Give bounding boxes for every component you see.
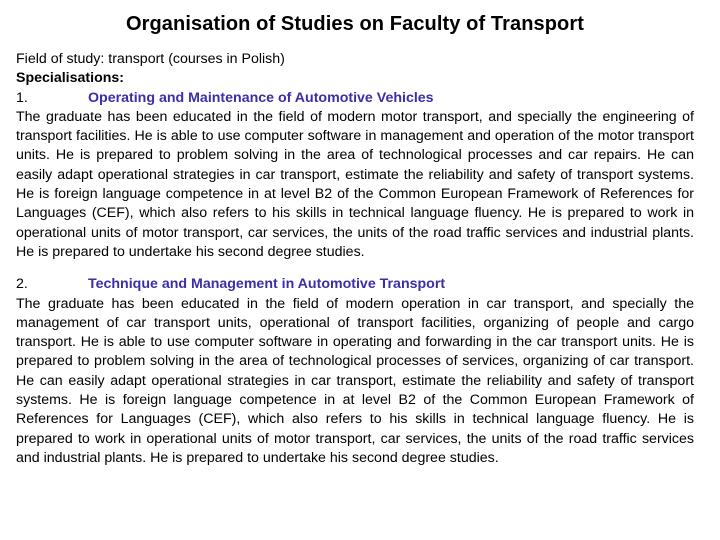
specialisations-label: Specialisations: bbox=[16, 70, 125, 87]
specialisation-title: Operating and Maintenance of Automotive Vehicles bbox=[88, 89, 434, 106]
specialisation-1 bbox=[16, 89, 694, 263]
document-body bbox=[16, 50, 694, 468]
field-of-study: Field of study: transport (courses in Polish) bbox=[16, 51, 285, 67]
page-title: Organisation of Studies on Faculty of Transport bbox=[125, 13, 585, 35]
specialisation-title: Technique and Management in Automotive Transport bbox=[88, 276, 446, 293]
section-gap bbox=[16, 262, 694, 275]
specialisation-heading bbox=[16, 89, 694, 108]
specialisation-description: The graduate has been educated in the field of modern operation in car transport, and specially the management of car transport units, operational of transport facilities, organizing of people and cargo transport. He is able to use computer software in operating and forwarding in the car transport units. He is prepared to problem solving in the area of technological processes of services, organizing of car transport. He can easily adapt operational strategies in car transport, estimate the reliability and safety of transport systems. He is foreign language competence in at level B2 of the Common European Framework of References for Languages (CEF), which also refers to his skills in technical language fluency. He is prepared to work in operational units of motor transport, car services, the units of the road traffic services and industrial plants. He is prepared to undertake his second degree studies. bbox=[16, 295, 694, 466]
specialisation-description: The graduate has been educated in the field of modern motor transport, and specially the engineering of transport facilities. He is able to use computer software in management and operation of the motor transport units. He is prepared to problem solving in the area of technological processes and car repairs. He can easily adapt operational strategies in car transport, estimate the reliability and safety of transport systems. He is foreign language competence in at level B2 of the Common European Framework of References for Languages (CEF), which also refers to his skills in technical language fluency. He is prepared to work in operational units of motor transport, car services, the units of the road traffic services and industrial plants. He is prepared to undertake his second degree studies. bbox=[16, 108, 694, 260]
specialisation-2 bbox=[16, 275, 694, 468]
specialisation-heading bbox=[16, 275, 694, 294]
specialisation-number: 1. bbox=[16, 89, 28, 106]
specialisation-number: 2. bbox=[16, 276, 28, 293]
